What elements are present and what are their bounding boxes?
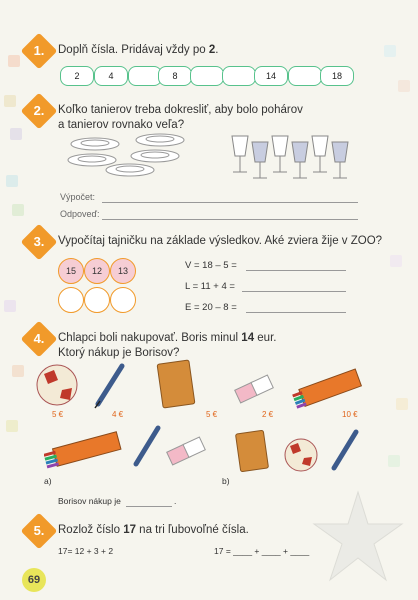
- equation: V = 18 – 5 =: [185, 260, 237, 271]
- task-equation[interactable]: 17 = ____ + ____ + ____: [214, 546, 310, 556]
- decor-square: [4, 300, 16, 312]
- decor-square: [12, 204, 24, 216]
- secret-circle: 13: [110, 258, 136, 284]
- example-equation: 17= 12 + 3 + 2: [58, 546, 114, 556]
- equation-answer-line[interactable]: [246, 312, 346, 313]
- secret-circle[interactable]: [84, 287, 110, 313]
- price-label: 5 €: [52, 410, 64, 419]
- plates-illustration: [60, 132, 200, 180]
- exercise-3-instruction: Vypočítaj tajničku na základe výsledkov. Aké zviera žije v ZOO?: [58, 235, 383, 247]
- decor-square: [8, 55, 20, 67]
- answer-line[interactable]: [102, 219, 358, 220]
- answer-period: .: [174, 496, 177, 506]
- answer-label: Odpoveď:: [60, 209, 100, 219]
- decor-square: [6, 420, 18, 432]
- option-b-label[interactable]: b): [222, 476, 230, 486]
- glasses-illustration: [228, 132, 362, 184]
- pen-illustration: [326, 428, 362, 474]
- exercise-number: 4.: [21, 321, 58, 358]
- decor-square: [390, 255, 402, 267]
- price-label: 4 €: [112, 410, 124, 419]
- star-decoration: [308, 488, 408, 588]
- book-illustration: [154, 358, 198, 412]
- calculation-line[interactable]: [102, 202, 358, 203]
- page-number: 69: [22, 568, 46, 592]
- pen-illustration: [128, 424, 164, 470]
- price-label: 10 €: [342, 410, 358, 419]
- exercise-number: 3.: [21, 224, 58, 261]
- ball-illustration: [34, 362, 80, 408]
- equation: E = 20 – 8 =: [185, 302, 237, 313]
- exercise-5-instruction: Rozlož číslo 17 na tri ľubovoľné čísla.: [58, 524, 249, 536]
- decor-square: [6, 175, 18, 187]
- eraser-illustration: [164, 432, 208, 470]
- sequence-box: 14: [254, 66, 288, 86]
- exercise-1-instruction: Doplň čísla. Pridávaj vždy po 2.: [58, 44, 219, 56]
- price-label: 2 €: [262, 410, 274, 419]
- sequence-box[interactable]: [190, 66, 224, 86]
- sequence-box[interactable]: [128, 66, 162, 86]
- crayons-illustration: [292, 364, 372, 410]
- equation-answer-line[interactable]: [246, 270, 346, 271]
- secret-circle: 12: [84, 258, 110, 284]
- price-label: 5 €: [206, 410, 218, 419]
- option-a-label[interactable]: a): [44, 476, 52, 486]
- decor-square: [388, 455, 400, 467]
- sequence-box: 18: [320, 66, 354, 86]
- decor-square: [384, 45, 396, 57]
- sequence-box[interactable]: [222, 66, 256, 86]
- answer-prompt: Borisov nákup je: [58, 496, 121, 506]
- exercise-4-instruction: Chlapci boli nakupovať. Boris minul 14 eur. Ktorý nákup je Borisov?: [58, 332, 277, 359]
- sequence-box: 4: [94, 66, 128, 86]
- book-illustration: [232, 428, 272, 476]
- decor-square: [10, 128, 22, 140]
- decor-square: [398, 80, 410, 92]
- exercise-number: 5.: [21, 513, 58, 550]
- sequence-box[interactable]: [288, 66, 322, 86]
- pen-illustration: [90, 362, 130, 410]
- answer-line[interactable]: [126, 506, 172, 507]
- decor-square: [396, 398, 408, 410]
- eraser-illustration: [232, 370, 276, 408]
- sequence-box: 2: [60, 66, 94, 86]
- exercise-number: 2.: [21, 93, 58, 130]
- secret-circle[interactable]: [110, 287, 136, 313]
- secret-circle[interactable]: [58, 287, 84, 313]
- crayons-illustration: [44, 428, 130, 472]
- equation-answer-line[interactable]: [242, 291, 346, 292]
- equation: L = 11 + 4 =: [185, 281, 235, 292]
- decor-square: [12, 365, 24, 377]
- secret-circle: 15: [58, 258, 84, 284]
- exercise-2-instruction: Koľko tanierov treba dokresliť, aby bolo pohárov a tanierov rovnako veľa?: [58, 104, 303, 131]
- decor-square: [4, 95, 16, 107]
- exercise-number: 1.: [21, 33, 58, 70]
- sequence-box: 8: [158, 66, 192, 86]
- calculation-label: Výpočet:: [60, 192, 96, 202]
- ball-illustration: [282, 436, 320, 474]
